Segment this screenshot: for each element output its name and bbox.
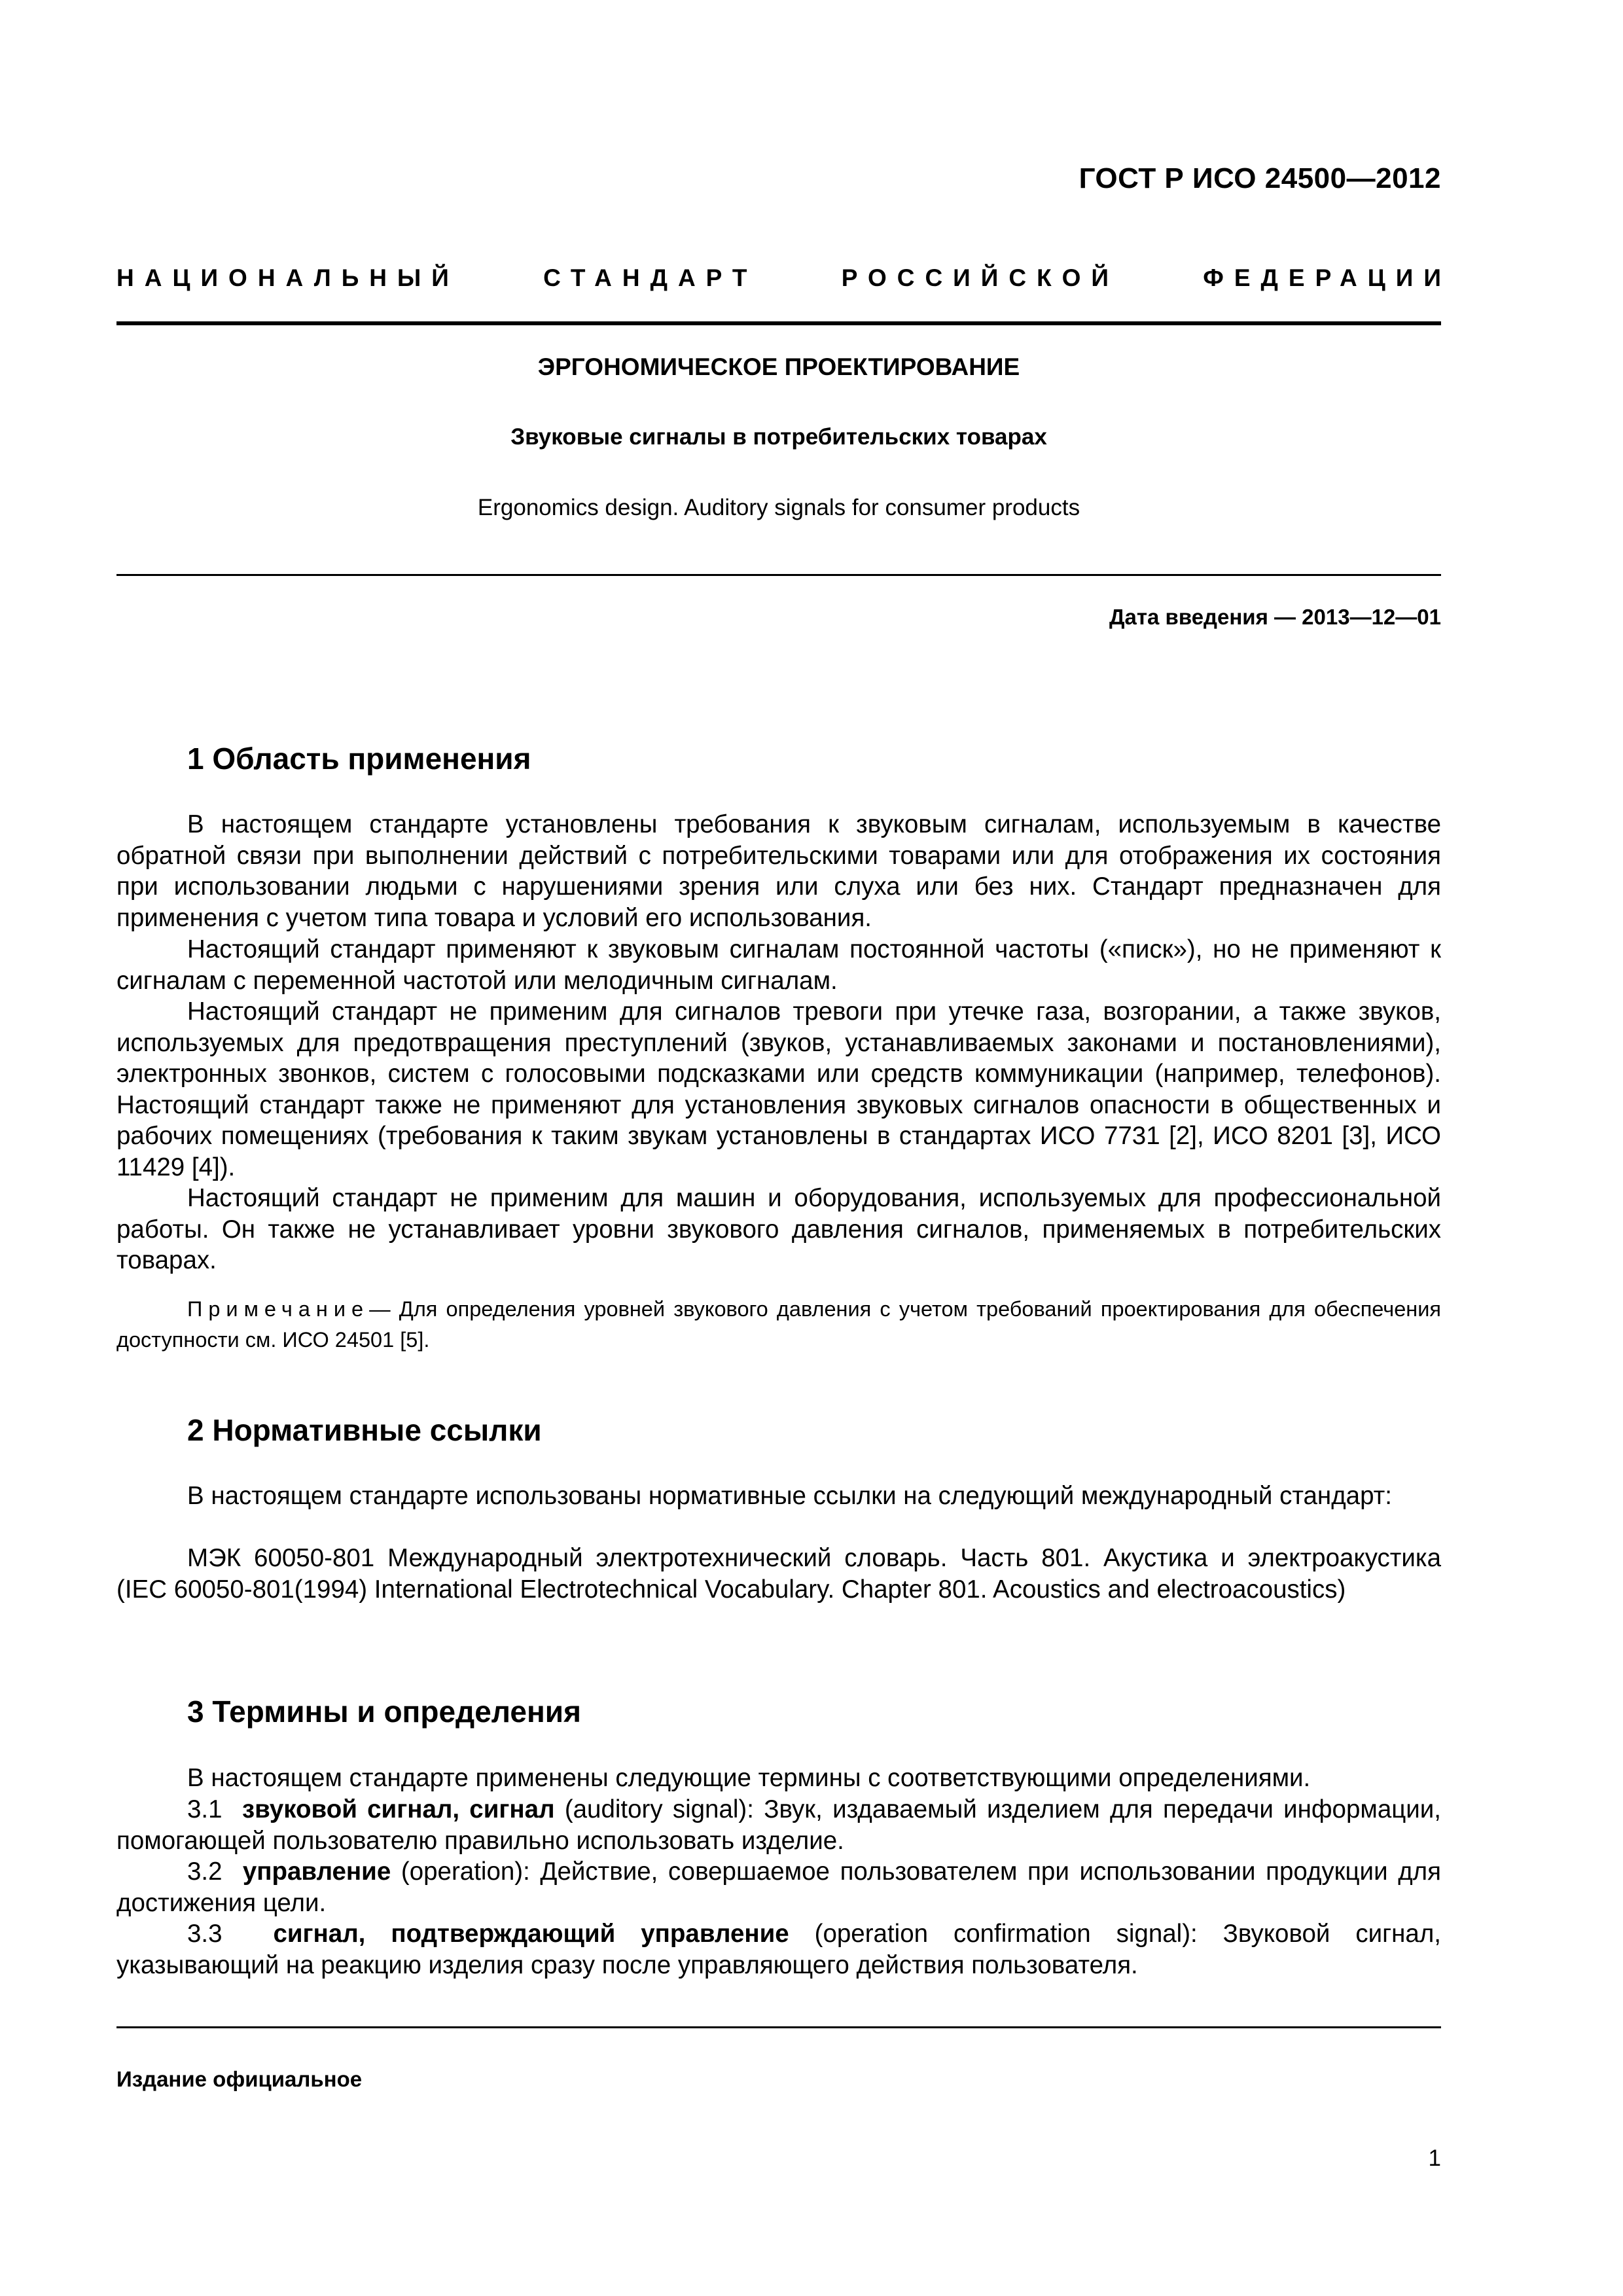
banner-word: РОССИЙСКОЙ bbox=[841, 264, 1120, 291]
term-number: 3.1 bbox=[187, 1795, 223, 1823]
definition: (operation): Действие, совершаемое пользователем при использовании продукции для достижения цели. bbox=[116, 1857, 1441, 1917]
section-3-heading: 3 Термины и определения bbox=[187, 1695, 581, 1729]
paragraph: В настоящем стандарте использованы нормативные ссылки на следующий международный стандарт: bbox=[187, 1482, 1392, 1510]
banner-word: ФЕДЕРАЦИИ bbox=[1203, 264, 1452, 291]
term-definition bbox=[116, 1918, 1441, 1981]
note-label: Примечание bbox=[187, 1297, 370, 1321]
term: сигнал, подтверждающий управление bbox=[273, 1920, 789, 1948]
paragraph: МЭК 60050-801 Международный электротехнический словарь. Часть 801. Акустика и электроакустика (IEC 60050-801(1994) International Electrotechnical Vocabulary. Chapter 801. Acoustics and electroacoustics) bbox=[116, 1544, 1441, 1604]
document-title: ЭРГОНОМИЧЕСКОЕ ПРОЕКТИРОВАНИЕ bbox=[537, 353, 1020, 380]
document-subtitle: Звуковые сигналы в потребительских товарах bbox=[510, 424, 1047, 450]
page-number: 1 bbox=[1428, 2145, 1441, 2171]
header-divider bbox=[116, 321, 1441, 325]
paragraph: В настоящем стандарте применены следующие термины с соответствующими определениями. bbox=[187, 1764, 1311, 1792]
paragraph: Настоящий стандарт не применим для сигналов тревоги при утечке газа, возгорании, а также звуков, используемых для предотвращения преступлений (звуков, устанавливаемых законами и постановлениями), электронных звонков, систем с голосовыми подсказками или средств коммуникации (например, телефонов). Настоящий стандарт также не применяют для установления звуковых сигналов опасности в общественных и рабочих помещениях (требования к таким звукам установлены в стандартах ИСО 7731 [2], ИСО 8201 [3], ИСО 11429 [4]). bbox=[116, 997, 1441, 1181]
term-definition bbox=[116, 1856, 1441, 1918]
edition-label: Издание официальное bbox=[116, 2067, 363, 2091]
section-1-heading: 1 Область применения bbox=[187, 742, 531, 776]
national-standard-banner bbox=[116, 264, 1452, 292]
document-page bbox=[116, 0, 1452, 2296]
footer-divider bbox=[116, 2026, 1441, 2028]
paragraph: В настоящем стандарте установлены требования к звуковым сигналам, используемым в качестве обратной связи при выполнении действий с потребительскими товарами или для отображения их состояния при использовании людьми с нарушениями зрения или слуха или без них. Стандарт предназначен для применения с учетом типа товара и условий его использования. bbox=[116, 810, 1441, 932]
standard-number: ГОСТ Р ИСО 24500—2012 bbox=[1079, 162, 1441, 194]
note bbox=[116, 1294, 1441, 1355]
banner-word: СТАНДАРТ bbox=[543, 264, 758, 291]
term-number: 3.2 bbox=[187, 1857, 223, 1886]
english-title: Ergonomics design. Auditory signals for consumer products bbox=[477, 495, 1080, 520]
paragraph: Настоящий стандарт не применим для машин и оборудования, используемых для профессиональной работы. Он также не устанавливает уровни звукового давления сигналов, применяемых в потребительских товарах. bbox=[116, 1184, 1441, 1274]
term-number: 3.3 bbox=[187, 1920, 223, 1948]
title-divider bbox=[116, 574, 1441, 576]
section-2-heading: 2 Нормативные ссылки bbox=[187, 1413, 542, 1447]
note-text: — Для определения уровней звукового давления с учетом требований проектирования для обеспечения доступности см. ИСО 24501 [5]. bbox=[116, 1297, 1441, 1352]
introduction-date: Дата введения — 2013—12—01 bbox=[1109, 605, 1441, 629]
definition: (operation confirmation signal): Звуковой сигнал, указывающий на реакцию изделия сразу после управляющего действия пользователя. bbox=[116, 1920, 1441, 1979]
term: звуковой сигнал, сигнал bbox=[242, 1795, 555, 1823]
term-definition bbox=[116, 1794, 1441, 1856]
definition: (auditory signal): Звук, издаваемый изделием для передачи информации, помогающей пользователю правильно использовать изделие. bbox=[116, 1795, 1441, 1855]
term: управление bbox=[242, 1857, 391, 1886]
banner-word: НАЦИОНАЛЬНЫЙ bbox=[116, 264, 459, 291]
paragraph: Настоящий стандарт применяют к звуковым сигналам постоянной частоты («писк»), но не применяют к сигналам с переменной частотой или мелодичным сигналам. bbox=[116, 935, 1441, 995]
